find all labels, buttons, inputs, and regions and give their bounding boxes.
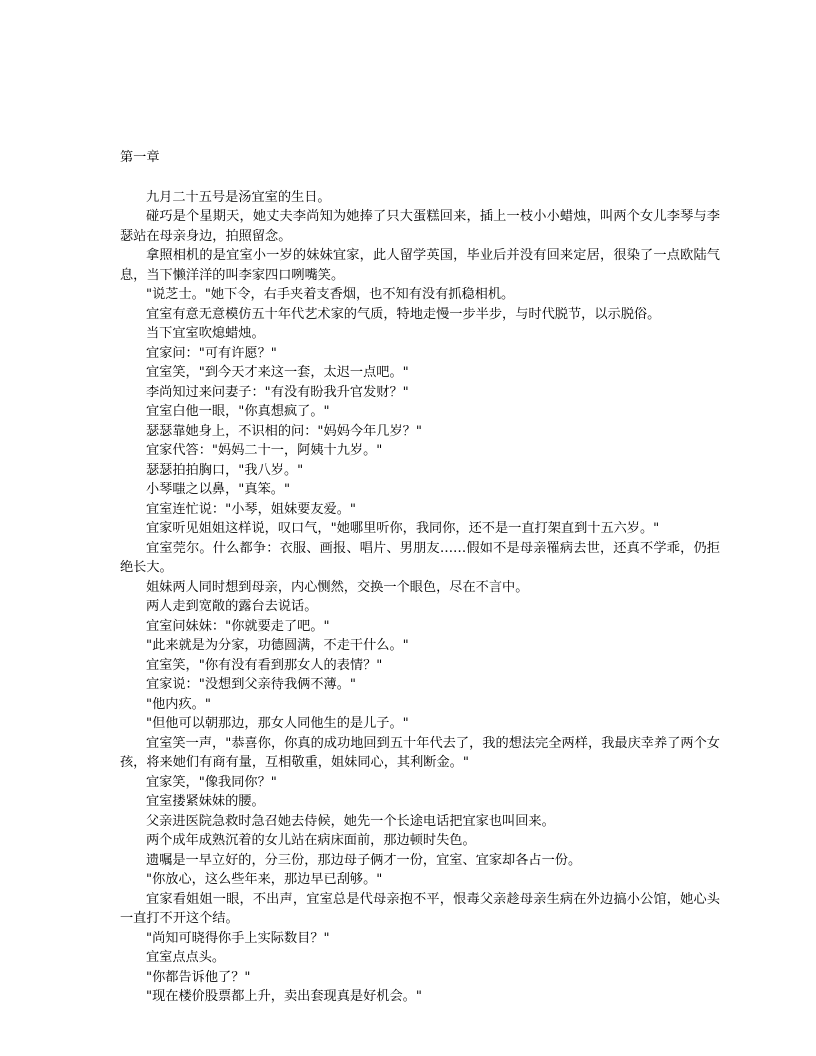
paragraph: 宜室搂紧妹妹的腰。 (146, 794, 265, 809)
paragraph: 宜家笑，"像我同你？" (146, 774, 277, 790)
paragraph: 宜室连忙说："小琴，姐妹要友爱。" (146, 501, 356, 517)
paragraph: 宜室笑，"你有没有看到那女人的表情？" (146, 657, 383, 673)
paragraph: 宜室笑一声，"恭喜你，你真的成功地回到五十年代去了，我的想法完全两样，我最庆幸养了两个女孩，将来她们有商有量，互相敬重，姐妹同心，其利断金。" (120, 735, 720, 770)
paragraph: 九月二十五号是汤宜室的生日。 (146, 189, 331, 205)
paragraph: 宜室莞尔。什么都争：衣服、画报、唱片、男朋友……假如不是母亲罹病去世，还真不学乖，仍拒绝长大。 (120, 540, 720, 575)
paragraph: 宜家说："没想到父亲待我俩不薄。" (146, 677, 356, 692)
paragraph: 两个成年成熟沉着的女儿站在病床面前，那边顿时失色。 (146, 833, 476, 848)
paragraph: 宜家问："可有许愿？" (146, 345, 277, 361)
paragraph: "你放心，这么些年来，那边早已刮够。" (146, 872, 383, 887)
paragraph: 姐妹两人同时想到母亲，内心恻然，交换一个眼色，尽在不言中。 (146, 579, 529, 595)
paragraph: "但他可以朝那边，那女人同他生的是儿子。" (146, 716, 409, 731)
paragraph: 当下宜室吹熄蜡烛。 (146, 326, 265, 341)
body-text (120, 188, 720, 1007)
paragraph: "他内疚。" (146, 696, 211, 712)
chapter-title: 第一章 (120, 150, 160, 165)
paragraph: "你都告诉他了？" (146, 969, 251, 985)
paragraph: 宜室有意无意模仿五十年代艺术家的气质，特地走慢一步半步，与时代脱节，以示脱俗。 (146, 306, 661, 322)
paragraph: 宜室问妹妹："你就要走了吧。" (146, 618, 330, 634)
paragraph: 宜家听见姐姐这样说，叹口气，"她哪里听你，我同你，还不是一直打架直到十五六岁。" (146, 521, 660, 536)
paragraph: 宜室笑，"到今天才来这一套，太迟一点吧。" (146, 365, 409, 380)
paragraph: 遗嘱是一早立好的，分三份，那边母子俩才一份，宜室、宜家却各占一份。 (146, 852, 582, 868)
paragraph: 瑟瑟靠她身上，不识相的问："妈妈今年几岁？" (146, 423, 422, 439)
paragraph: 父亲进医院急救时急召她去侍候，她先一个长途电话把宜家也叫回来。 (146, 813, 555, 829)
paragraph: 宜室点点头。 (146, 950, 226, 965)
paragraph: "说芝士。"她下令，右手夹着支香烟，也不知有没有抓稳相机。 (146, 287, 515, 302)
paragraph: "此来就是为分家，功德圆满，不走干什么。" (146, 638, 409, 653)
paragraph: 宜家看姐姐一眼，不出声，宜室总是代母亲抱不平，恨毒父亲趁母亲生病在外边搞小公馆，她心头一直打不开这个结。 (120, 891, 720, 926)
paragraph: 李尚知过来问妻子："有没有盼我升官发财？" (146, 384, 409, 400)
paragraph: 碰巧是个星期天，她丈夫李尚知为她捧了只大蛋糕回来，插上一枝小小蜡烛，叫两个女儿李琴与李瑟站在母亲身边，拍照留念。 (120, 209, 720, 244)
paragraph: 瑟瑟拍拍胸口，"我八岁。" (146, 462, 304, 478)
paragraph: 两人走到宽敞的露台去说话。 (146, 599, 318, 614)
paragraph: 小琴嗤之以鼻，"真笨。" (146, 482, 291, 497)
paragraph: "现在楼价股票都上升，卖出套现真是好机会。" (146, 989, 422, 1004)
paragraph: 宜家代答："妈妈二十一，阿姨十九岁。" (146, 443, 383, 458)
paragraph: "尚知可晓得你手上实际数目？" (146, 930, 330, 946)
paragraph: 拿照相机的是宜室小一岁的妹妹宜家，此人留学英国，毕业后并没有回来定居，很染了一点欧陆气息，当下懒洋洋的叫李家四口咧嘴笑。 (120, 248, 720, 283)
paragraph: 宜室白他一眼，"你真想疯了。" (146, 404, 330, 419)
